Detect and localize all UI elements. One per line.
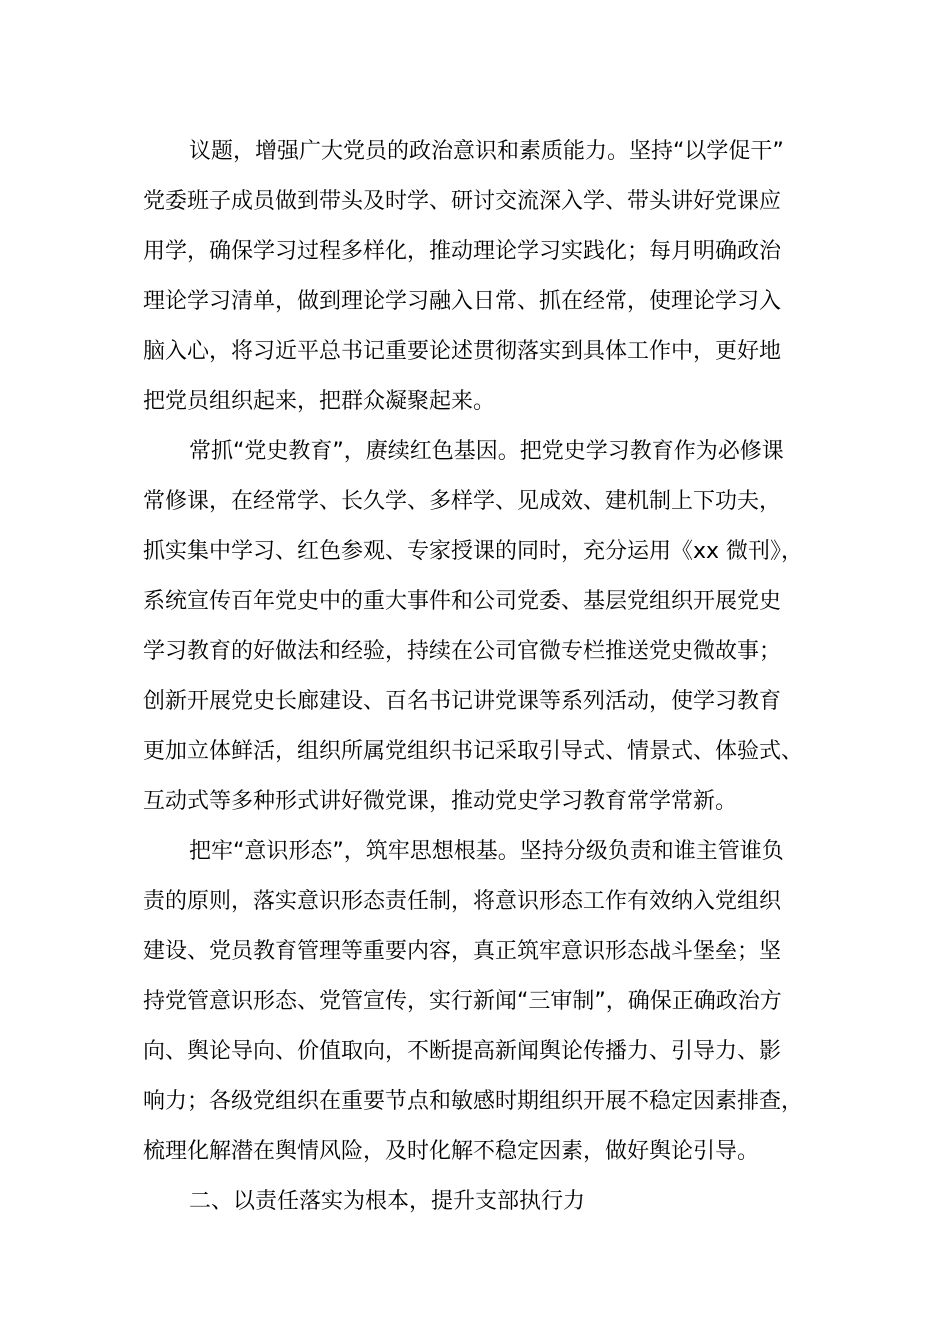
paragraph-party-history-education — [143, 427, 833, 827]
text-line: 响力；各级党组织在重要节点和敏感时期组织开展不稳定因素排查， — [143, 1089, 804, 1114]
text-line: 更加立体鲜活，组织所属党组织书记采取引导式、情景式、体验式、 — [143, 739, 804, 764]
text-line: 常修课，在经常学、长久学、多样学、见成效、建机制上下功夫， — [143, 489, 782, 514]
text-line: 党委班子成员做到带头及时学、研讨交流深入学、带头讲好党课应 — [143, 189, 782, 214]
text-line: 建设、党员教育管理等重要内容，真正筑牢意识形态战斗堡垒；坚 — [143, 939, 782, 964]
text-line: 把党员组织起来，把群众凝聚起来。 — [143, 389, 496, 414]
text-line: 系统宣传百年党史中的重大事件和公司党委、基层党组织开展党史 — [143, 589, 782, 614]
text-line: 用学，确保学习过程多样化，推动理论学习实践化；每月明确政治 — [143, 239, 782, 264]
text-line: 责的原则，落实意识形态责任制，将意识形态工作有效纳入党组织 — [143, 889, 782, 914]
text-line: 学习教育的好做法和经验，持续在公司官微专栏推送党史微故事； — [143, 639, 782, 664]
paragraph-study-politics — [143, 127, 833, 427]
text-line: 把牢“意识形态”，筑牢思想根基。坚持分级负责和谁主管谁负 — [189, 839, 784, 864]
document-body — [143, 127, 833, 1227]
paragraph-ideology — [143, 827, 833, 1177]
text-line: 抓实集中学习、红色参观、专家授课的同时，充分运用《xx 微刊》， — [143, 539, 804, 564]
section-heading — [143, 1177, 833, 1227]
text-line: 互动式等多种形式讲好微党课，推动党史学习教育常学常新。 — [143, 789, 738, 814]
text-line: 脑入心，将习近平总书记重要论述贯彻落实到具体工作中，更好地 — [143, 339, 782, 364]
text-line: 创新开展党史长廊建设、百名书记讲党课等系列活动，使学习教育 — [143, 689, 782, 714]
text-line: 理论学习清单，做到理论学习融入日常、抓在经常，使理论学习入 — [143, 289, 782, 314]
text-line: 梳理化解潜在舆情风险，及时化解不稳定因素，做好舆论引导。 — [143, 1139, 760, 1164]
heading-line: 二、以责任落实为根本，提升支部执行力 — [189, 1189, 586, 1214]
text-line: 向、舆论导向、价值取向，不断提高新闻舆论传播力、引导力、影 — [143, 1039, 782, 1064]
text-line: 持党管意识形态、党管宣传，实行新闻“三审制”，确保正确政治方 — [143, 989, 782, 1014]
text-line: 常抓“党史教育”，赓续红色基因。把党史学习教育作为必修课 — [189, 439, 784, 464]
text-line: 议题，增强广大党员的政治意识和素质能力。坚持“以学促干” — [189, 139, 784, 164]
